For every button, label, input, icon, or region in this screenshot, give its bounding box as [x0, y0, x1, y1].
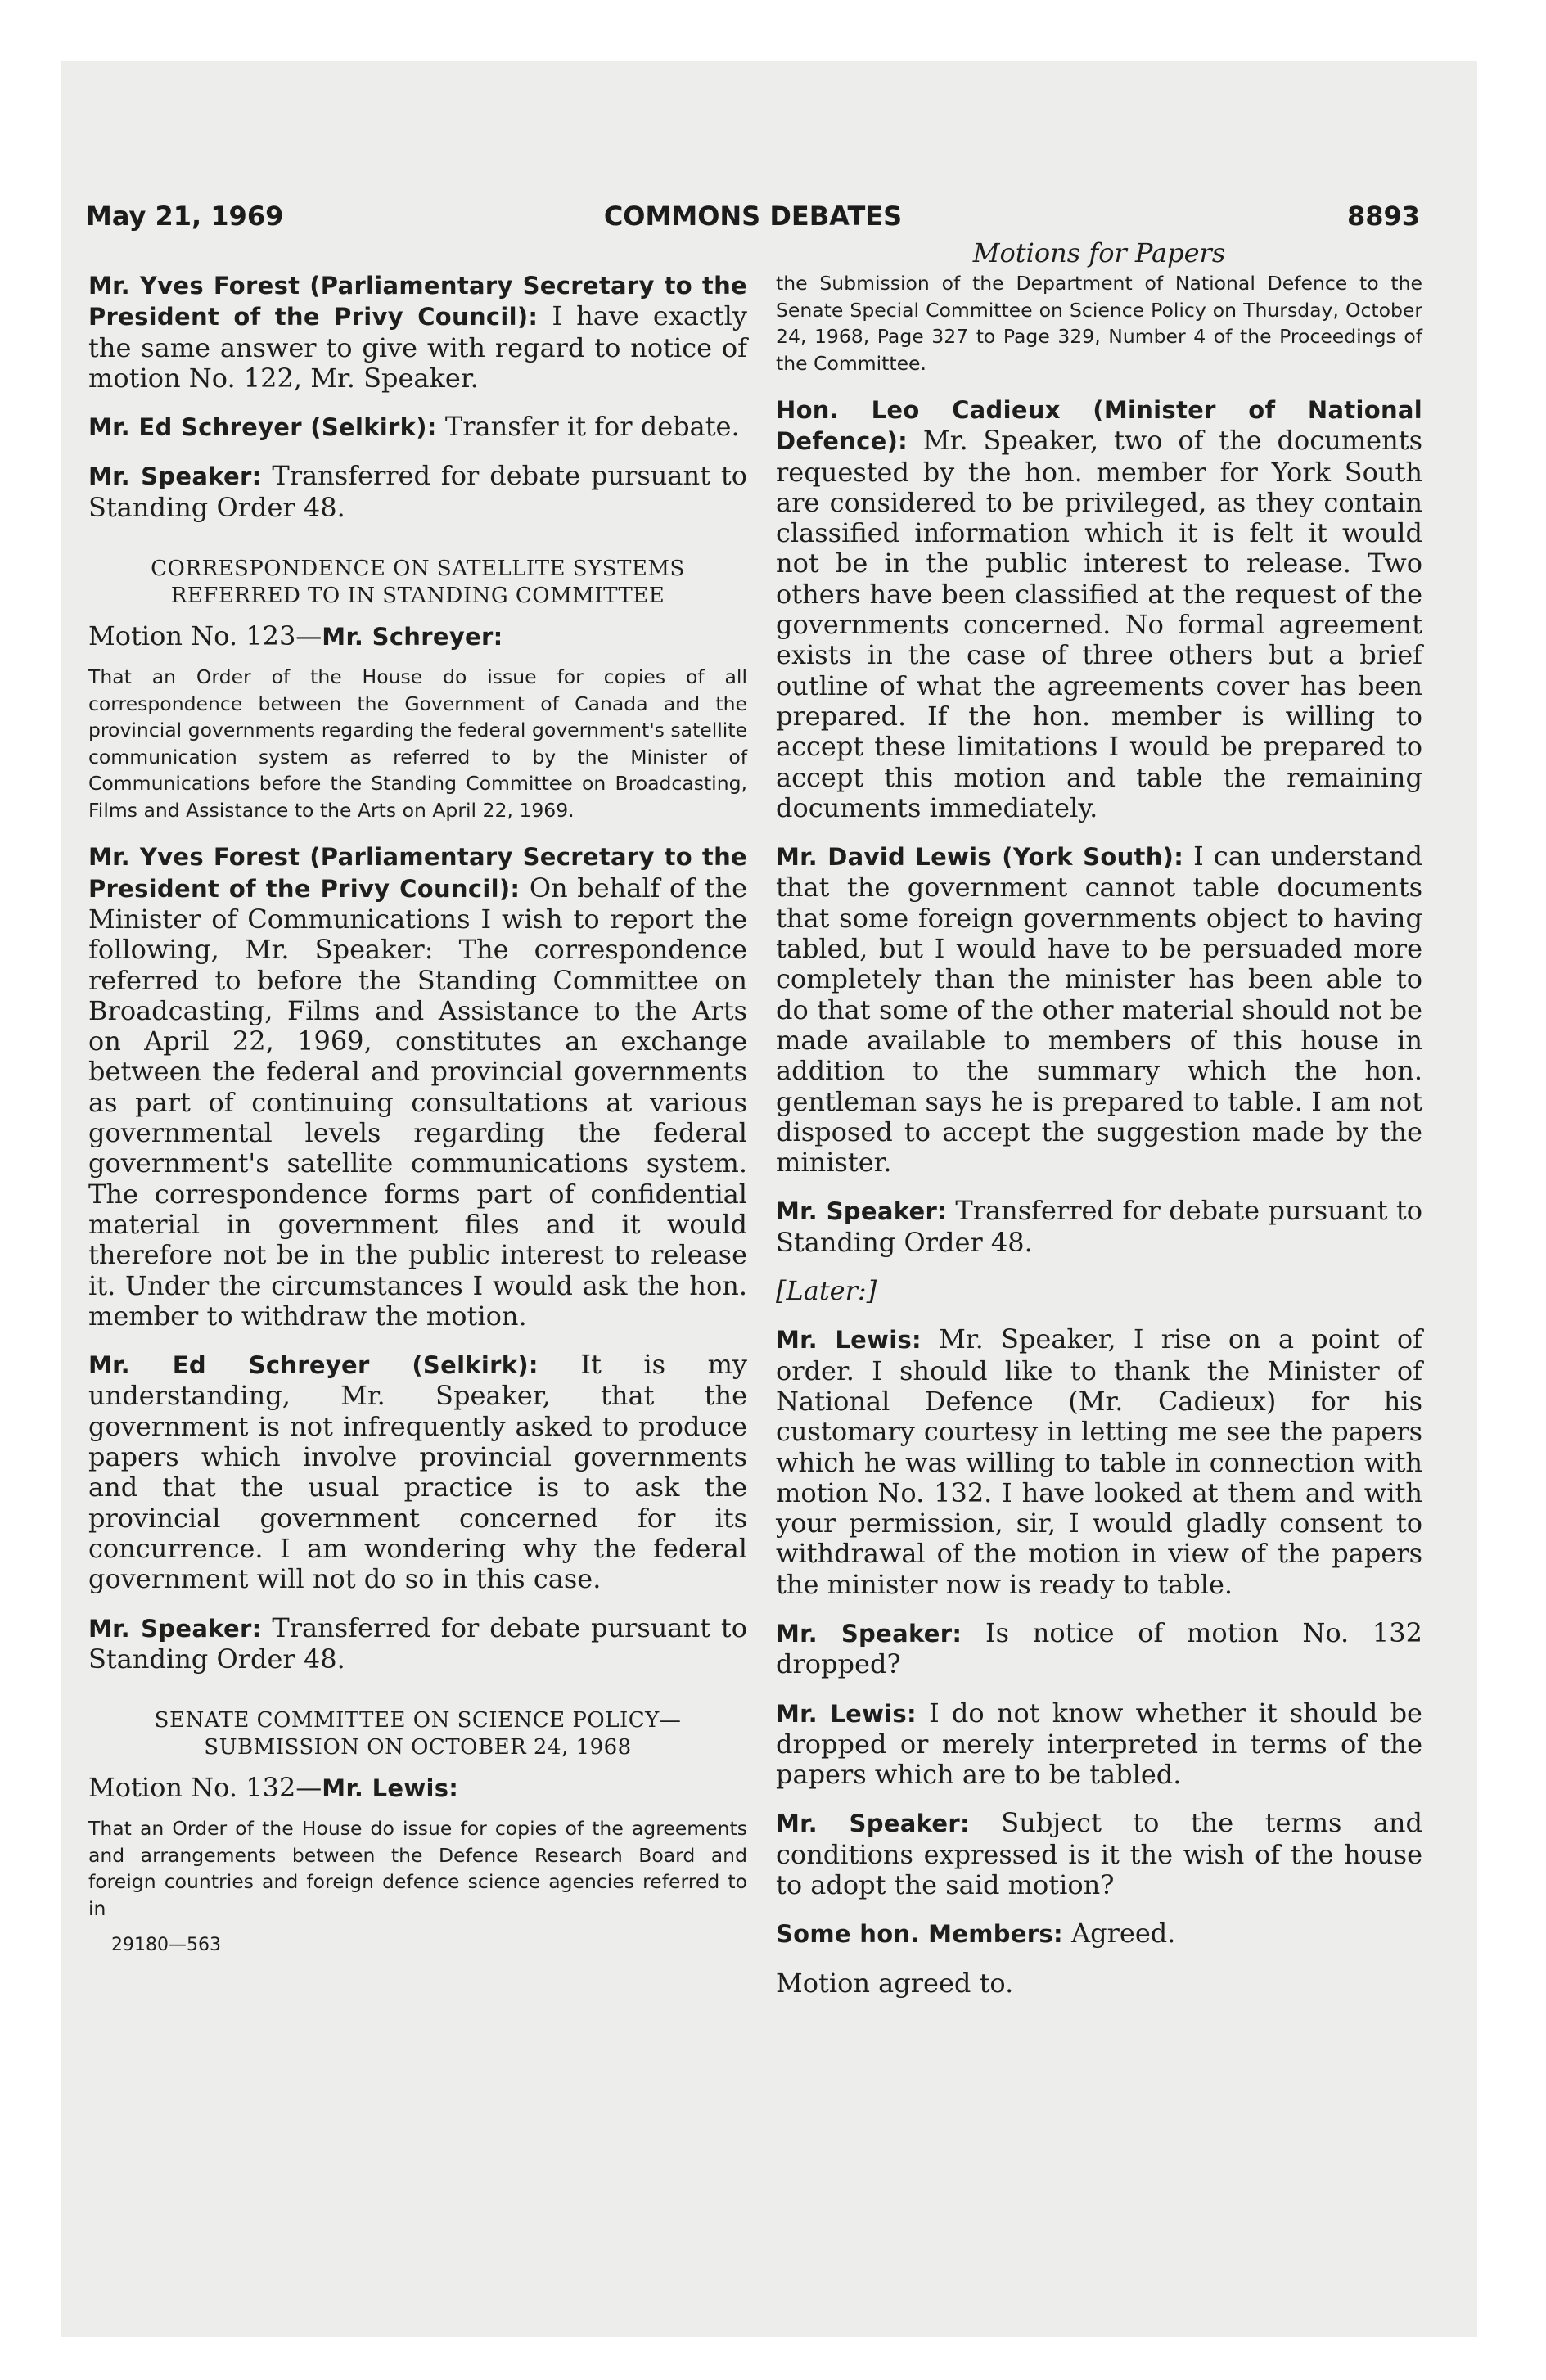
speech-paragraph — [776, 1196, 1422, 1258]
speaker-name: Mr. Yves Forest (Parliamentary Secretary to the President of the Privy Council): — [88, 272, 747, 331]
speaker-name: Mr. David Lewis (York South): — [776, 843, 1184, 872]
speaker-name: Mr. Lewis: — [776, 1699, 917, 1728]
speech-paragraph — [776, 1918, 1422, 1950]
speaker-name: Mr. Speaker: — [776, 1197, 947, 1226]
speech-text: Transferred for debate pursuant to Standing Order 48. — [88, 1611, 747, 1675]
header-page-number: 8893 — [1346, 201, 1420, 232]
motion-heading — [88, 621, 747, 652]
speech-paragraph: Motion agreed to. — [776, 1967, 1014, 1999]
speech-paragraph — [776, 394, 1422, 823]
motion-mover: Mr. Schreyer: — [322, 623, 503, 651]
speech-paragraph — [776, 1618, 1422, 1680]
speech-text: It is my understanding, Mr. Speaker, that the government is not infrequently asked to produce papers which involve provincial governments and that the usual practice is to ask the provincial government concerned for its concurrence. I am wondering why the federal government will not do so in this case. — [88, 1349, 748, 1595]
later-marker: [Later:] — [776, 1275, 877, 1307]
printer-footnote: 29180—563 — [111, 1935, 221, 1956]
speech-paragraph — [88, 461, 747, 523]
speech-text: Transferred for debate pursuant to Standing Order 48. — [776, 1195, 1422, 1258]
speech-text: Subject to the terms and conditions expressed is it the wish of the house to adopt the said motion? — [776, 1807, 1422, 1901]
speech-paragraph — [776, 841, 1422, 1178]
speech-paragraph — [776, 1698, 1422, 1791]
header-title: COMMONS DEBATES — [603, 201, 903, 232]
running-head: Motions for Papers — [972, 237, 1226, 268]
section-heading: SENATE COMMITTEE ON SCIENCE POLICY— SUBMISSION ON OCTOBER 24, 1968 — [154, 1708, 682, 1760]
speech-text: Mr. Speaker, two of the documents requested by the hon. member for York South are considered to be privileged, as they contain classified information which it is felt it would not be in the public interest to release. Two others have been classified at the request of the governments concerned. No formal agreement exists in the case of three others but a brief outline of what the agreements cover has been prepared. If the hon. member is willing to accept these limitations I would be prepared to accept this motion and table the remaining documents immediately. — [776, 425, 1422, 823]
speech-text: I have exactly the same answer to give with regard to notice of motion No. 122, Mr. Speaker. — [88, 300, 747, 394]
speaker-name: Mr. Speaker: — [88, 1614, 262, 1643]
motion-text: That an Order of the House do issue for copies of all correspondence between the Government of Canada and the provincial governments regarding the federal government's satellite communication system as referred to by the Minister of Communications before the Standing Committee on Broadcasting, Films and Assistance to the Arts on April 22, 1969. — [88, 665, 747, 822]
speech-paragraph — [776, 1324, 1422, 1600]
section-heading: CORRESPONDENCE ON SATELLITE SYSTEMS REFERRED TO IN STANDING COMMITTEE — [151, 557, 685, 609]
speech-text: Mr. Speaker, I rise on a point of order. I should like to thank the Minister of National Defence (Mr. Cadieux) for his customary courtesy in letting me see the papers which he was willing to table in connection with motion No. 132. I have looked at them and with your permission, sir, I would gladly consent to withdrawal of the motion in view of the papers the minister now is ready to table. — [776, 1323, 1422, 1600]
speech-paragraph — [88, 841, 747, 1332]
speech-text: On behalf of the Minister of Communications I wish to report the following, Mr. Speaker: The correspondence referred to before the Standing Committee on Broadcasting, Films and Assistance to the Arts on April 22, 1969, constitutes an exchange between the federal and provincial governments as part of continuing consultations at various governmental levels regarding the federal government's satellite communications system. The correspondence forms part of confidential material in government files and it would therefore not be in the public interest to release it. Under the circumstances I would ask the hon. member to withdraw the motion. — [88, 872, 747, 1332]
speech-paragraph — [776, 1808, 1422, 1900]
speech-paragraph — [88, 1350, 747, 1594]
page-header — [86, 201, 1420, 241]
speaker-name: Mr. Speaker: — [776, 1619, 962, 1648]
motion-text-continued: the Submission of the Department of National Defence to the Senate Special Committee on Science Policy on Thursday, October 24, 1968, Page 327 to Page 329, Number 4 of the Proceedings of the Committee. — [776, 272, 1422, 375]
motion-heading — [88, 1773, 747, 1804]
speech-text: I can understand that the government cannot table documents that some foreign governments object to having tabled, but I would have to be persuaded more completely than the minister has been able to do that some of the other material should not be made available to members of this house in addition to the summary which the hon. gentleman says he is prepared to table. I am not disposed to accept the suggestion made by the minister. — [776, 841, 1422, 1179]
right-column — [776, 270, 1422, 2017]
motion-label: Motion No. 123— — [88, 620, 322, 652]
speaker-name: Mr. Ed Schreyer (Selkirk): — [88, 413, 437, 442]
speaker-name: Mr. Ed Schreyer (Selkirk): — [88, 1351, 539, 1380]
speech-text: Transfer it for debate. — [436, 411, 740, 443]
speech-paragraph — [88, 1613, 747, 1675]
speaker-name: Mr. Yves Forest (Parliamentary Secretary to the President of the Privy Council): — [88, 843, 747, 903]
speech-text: Transferred for debate pursuant to Standing Order 48. — [88, 460, 747, 523]
motion-mover: Mr. Lewis: — [322, 1774, 459, 1803]
motion-label: Motion No. 132— — [88, 1772, 322, 1804]
speaker-name: Some hon. Members: — [776, 1920, 1063, 1949]
speaker-name: Mr. Speaker: — [88, 462, 262, 491]
motion-text: That an Order of the House do issue for copies of the agreements and arrangements between the Defence Research Board and foreign countries and foreign defence science agencies referred to in — [88, 1817, 747, 1920]
speaker-name: Hon. Leo Cadieux (Minister of National Defence): — [776, 396, 1422, 456]
speech-paragraph — [88, 412, 747, 443]
speech-text: Agreed. — [1062, 1918, 1176, 1950]
speech-paragraph — [88, 270, 747, 394]
speech-text: I do not know whether it should be dropped or merely interpreted in terms of the papers which are to be tabled. — [776, 1697, 1422, 1791]
left-column — [88, 270, 747, 1961]
speech-text: Is notice of motion No. 132 dropped? — [776, 1616, 1422, 1680]
speaker-name: Mr. Speaker: — [776, 1810, 970, 1838]
header-date: May 21, 1969 — [86, 201, 284, 232]
speaker-name: Mr. Lewis: — [776, 1326, 922, 1355]
